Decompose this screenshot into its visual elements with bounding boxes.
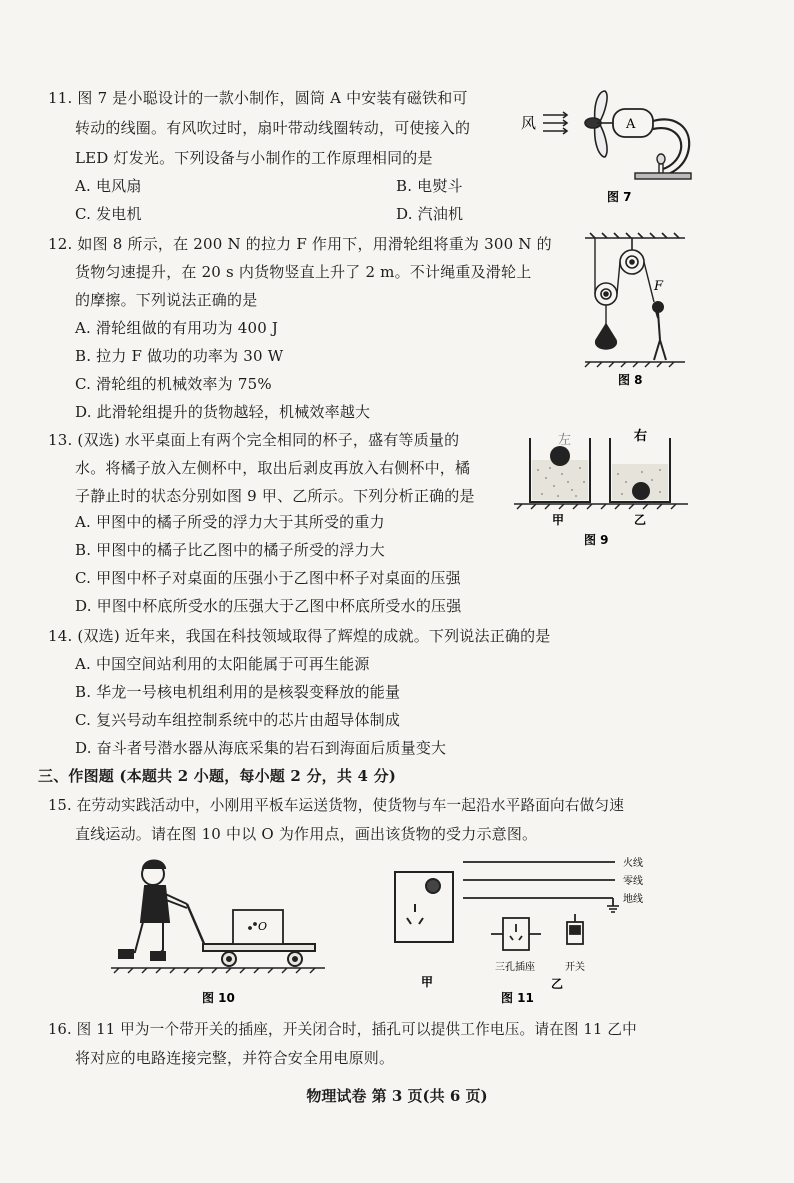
cargo-bag-icon <box>596 324 617 349</box>
page-footer: 物理试卷 第 3 页(共 6 页) <box>306 1087 488 1105</box>
q12-option-a: A. 滑轮组做的有用功为 400 J <box>75 319 279 337</box>
q12-line-1: 12. 如图 8 所示，在 200 N 的拉力 F 作用下，用滑轮组将重为 300 N 的 <box>48 235 552 253</box>
q12-line-3: 的摩擦。下列说法正确的是 <box>75 291 258 309</box>
q11-option-a: A. 电风扇 <box>75 177 142 195</box>
neutral-wire-label: 零线 <box>623 876 643 887</box>
force-label: F <box>654 279 664 294</box>
movable-pulley-icon <box>595 283 617 305</box>
figure-11-caption: 图 11 <box>501 991 534 1005</box>
three-hole-socket-icon <box>491 918 541 950</box>
figure-11-circuit <box>385 852 675 1007</box>
table-surface-icon <box>514 504 688 509</box>
q11-line-1: 11. 图 7 是小聪设计的一款小制作，圆筒 A 中安装有磁铁和可 <box>48 89 468 107</box>
power-lines-icon <box>463 862 615 906</box>
circuit-right-label: 乙 <box>551 977 564 991</box>
figure-9-caption: 图 9 <box>584 533 609 547</box>
road-icon <box>111 968 325 973</box>
figure-10-cart <box>105 852 330 1007</box>
q15-line-1: 15. 在劳动实践活动中，小刚用平板车运送货物，使货物与车一起沿水平路面向右做匀速 <box>48 797 625 814</box>
q13-option-a: A. 甲图中的橘子所受的浮力大于其所受的重力 <box>75 513 385 531</box>
cylinder-label: A <box>626 117 636 132</box>
q11-option-d: D. 汽油机 <box>396 205 464 223</box>
cart-platform-icon <box>203 944 315 966</box>
q14-option-d: D. 奋斗者号潜水器从海底采集的岩石到海面后质量变大 <box>75 739 447 757</box>
q12-option-b: B. 拉力 F 做功的功率为 30 W <box>75 347 284 365</box>
q14-option-a: A. 中国空间站利用的太阳能属于可再生能源 <box>75 655 370 673</box>
person-pulling-icon <box>653 302 666 360</box>
switch-icon <box>567 914 583 944</box>
socket-label: 三孔插座 <box>495 962 535 973</box>
cart-handle-icon <box>187 904 205 946</box>
socket-left-label: 甲 <box>421 975 434 989</box>
figure-7-wind-generator <box>515 85 700 210</box>
q15-line-2: 直线运动。请在图 10 中以 O 为作用点，画出该货物的受力示意图。 <box>75 825 538 843</box>
right-cup-icon <box>610 438 670 502</box>
q11-line-2: 转动的线圈。有风吹过时，扇叶带动线圈转动，可使接入的 <box>75 119 471 137</box>
cup-left-label: 甲 <box>552 513 565 527</box>
left-top-label: 左 <box>558 433 572 448</box>
q12-option-d: D. 此滑轮组提升的货物越轻，机械效率越大 <box>75 403 371 421</box>
ceiling-icon <box>585 233 685 238</box>
q14-option-c: C. 复兴号动车组控制系统中的芯片由超导体制成 <box>75 711 401 729</box>
q13-option-b: B. 甲图中的橘子比乙图中的橘子所受的浮力大 <box>75 541 385 559</box>
q11-option-c: C. 发电机 <box>75 205 142 223</box>
q13-line-3: 子静止时的状态分别如图 9 甲、乙所示。下列分析正确的是 <box>75 487 475 505</box>
ground-wire-label: 地线 <box>623 894 643 905</box>
q16-line-1: 16. 图 11 甲为一个带开关的插座，开关闭合时，插孔可以提供工作电压。请在图 11 乙中 <box>48 1021 637 1038</box>
fixed-pulley-icon <box>620 238 644 274</box>
figure-10-caption: 图 10 <box>202 991 235 1005</box>
figure-8-pulley <box>580 232 690 392</box>
cup-right-label: 乙 <box>634 513 647 527</box>
figure-8-caption: 图 8 <box>618 373 643 387</box>
q13-option-d: D. 甲图中杯底所受水的压强大于乙图中杯底所受水的压强 <box>75 597 462 615</box>
live-wire-label: 火线 <box>623 858 643 869</box>
figure-9-orange-cups <box>510 420 690 550</box>
section-3-title: 三、作图题 (本题共 2 小题，每小题 2 分，共 4 分) <box>38 767 397 785</box>
figure-7-caption: 图 7 <box>607 190 632 204</box>
q12-line-2: 货物匀速提升，在 20 s 内货物竖直上升了 2 m。不计绳重及滑轮上 <box>75 263 532 281</box>
wind-label: 风 <box>521 114 537 132</box>
socket-panel-icon <box>395 872 453 942</box>
q12-option-c: C. 滑轮组的机械效率为 75% <box>75 375 272 393</box>
right-top-label: 右 <box>634 429 648 444</box>
ground-symbol-icon <box>607 906 619 912</box>
ground-icon <box>585 362 685 367</box>
q13-line-2: 水。将橘子放入左侧杯中，取出后剥皮再放入右侧杯中，橘 <box>75 459 471 477</box>
point-o-label: O <box>258 920 268 933</box>
wind-arrows-icon <box>543 112 567 134</box>
fan-blade-icon <box>585 91 613 157</box>
q14-line-1: 14. (双选) 近年来，我国在科技领域取得了辉煌的成就。下列说法正确的是 <box>48 627 551 645</box>
rope-icon <box>595 238 654 324</box>
switch-label: 开关 <box>565 962 585 973</box>
q14-option-b: B. 华龙一号核电机组利用的是核裂变释放的能量 <box>75 683 401 701</box>
boy-pushing-icon <box>119 861 187 961</box>
led-lamp-icon <box>635 154 691 179</box>
q13-line-1: 13. (双选) 水平桌面上有两个完全相同的杯子，盛有等质量的 <box>48 431 460 449</box>
q13-option-c: C. 甲图中杯子对桌面的压强小于乙图中杯子对桌面的压强 <box>75 569 461 587</box>
q16-line-2: 将对应的电路连接完整，并符合安全用电原则。 <box>75 1049 395 1067</box>
q11-line-3: LED 灯发光。下列设备与小制作的工作原理相同的是 <box>75 149 433 167</box>
q11-option-b: B. 电熨斗 <box>396 177 463 195</box>
